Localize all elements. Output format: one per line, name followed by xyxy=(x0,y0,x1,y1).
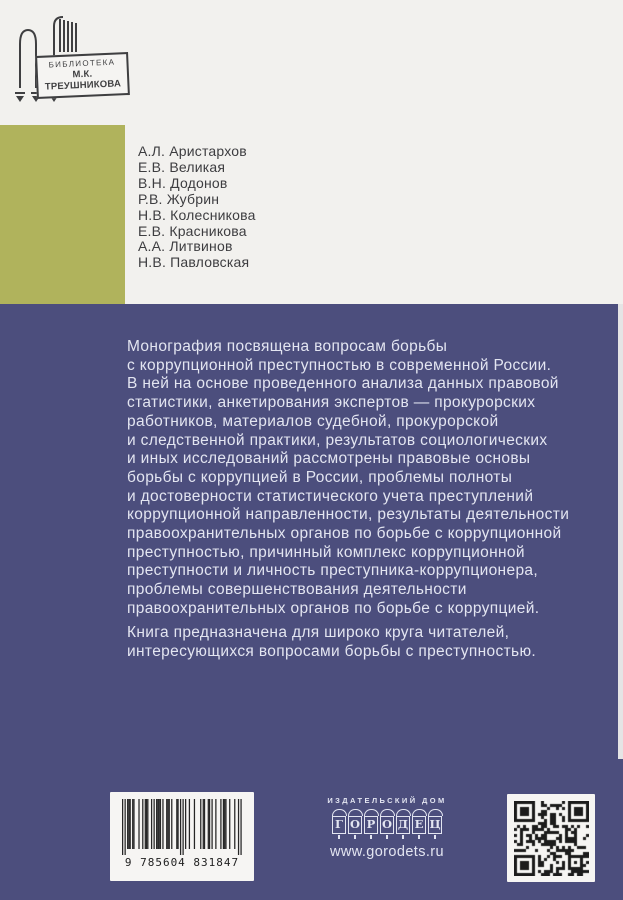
green-accent-block xyxy=(0,125,125,304)
annotation-line: работников, материалов судебной, прокурорской xyxy=(127,412,499,430)
author-name: Н.В. Павловская xyxy=(138,254,250,271)
annotation-line: и следственной практики, результатов социологических xyxy=(127,431,548,449)
author-name: Р.В. Жубрин xyxy=(138,190,220,207)
author-name: В.Н. Додонов xyxy=(138,174,228,191)
isbn-barcode xyxy=(110,792,254,881)
annotation-line: и достоверности статистического учета преступлений xyxy=(127,487,534,505)
gorodets-letter: Р xyxy=(364,809,379,839)
qr-code-image xyxy=(514,801,589,876)
library-logo-label xyxy=(35,52,130,99)
annotation-line: правоохранительных органов по борьбе с коррупцией. xyxy=(127,599,540,617)
gorodets-letter: Г xyxy=(332,809,347,839)
annotation-line: проблемы совершенствования деятельности xyxy=(127,581,467,599)
library-label-line2: М.К. ТРЕУШНИКОВА xyxy=(44,68,122,93)
annotation-line: преступностью, причинный комплекс коррупционной xyxy=(127,543,525,561)
annotation-line: и иных исследований рассмотрены правовые основы xyxy=(127,450,531,468)
authors-list xyxy=(138,144,256,271)
annotation-line: преступности и личность преступника-коррупционера, xyxy=(127,562,539,580)
gorodets-letter: Д xyxy=(396,809,411,839)
author-name: А.Л. Аристархов xyxy=(138,143,247,159)
library-label-line1: БИБЛИОТЕКА xyxy=(48,57,116,70)
gorodets-letter: Е xyxy=(412,809,427,839)
author-name: Е.В. Красникова xyxy=(138,222,247,239)
qr-code xyxy=(507,794,595,882)
gorodets-letter: О xyxy=(348,809,363,839)
barcode-number: 9 785604 831847 xyxy=(124,856,240,869)
publisher-block xyxy=(310,796,464,860)
gorodets-publisher-logo xyxy=(310,809,464,839)
author-name: Е.В. Великая xyxy=(138,158,226,175)
annotation-line: В ней на основе проведенного анализа данных правовой xyxy=(127,375,559,393)
gorodets-letter: Ц xyxy=(428,809,443,839)
annotation-paragraph-2 xyxy=(127,624,536,661)
annotation-line: Монография посвящена вопросам борьбы xyxy=(127,338,448,355)
annotation-line: правоохранительных органов по борьбе с коррупционной xyxy=(127,525,562,543)
publisher-website: www.gorodets.ru xyxy=(330,844,444,860)
publisher-tagline: ИЗДАТЕЛЬСКИЙ ДОМ xyxy=(327,796,447,805)
annotation-line: коррупционной направленности, результаты деятельности xyxy=(127,506,570,524)
barcode-bars xyxy=(122,799,242,855)
cover-page-edge xyxy=(618,304,623,759)
annotation-line: борьбы с коррупцией в России, проблемы полноты xyxy=(127,468,513,486)
library-logo xyxy=(0,0,200,130)
author-name: А.А. Литвинов xyxy=(138,238,233,255)
annotation-line: Книга предназначена для широко круга читателей, xyxy=(127,624,510,641)
annotation-line: интересующихся вопросами борьбы с преступностью. xyxy=(127,642,537,660)
author-name: Н.В. Колесникова xyxy=(138,206,256,223)
annotation-line: с коррупционной преступностью в современной России. xyxy=(127,356,552,374)
annotation-paragraph-1 xyxy=(127,338,569,619)
gorodets-letter: О xyxy=(380,809,395,839)
annotation-line: статистики, анкетирования экспертов — прокурорских xyxy=(127,394,536,412)
